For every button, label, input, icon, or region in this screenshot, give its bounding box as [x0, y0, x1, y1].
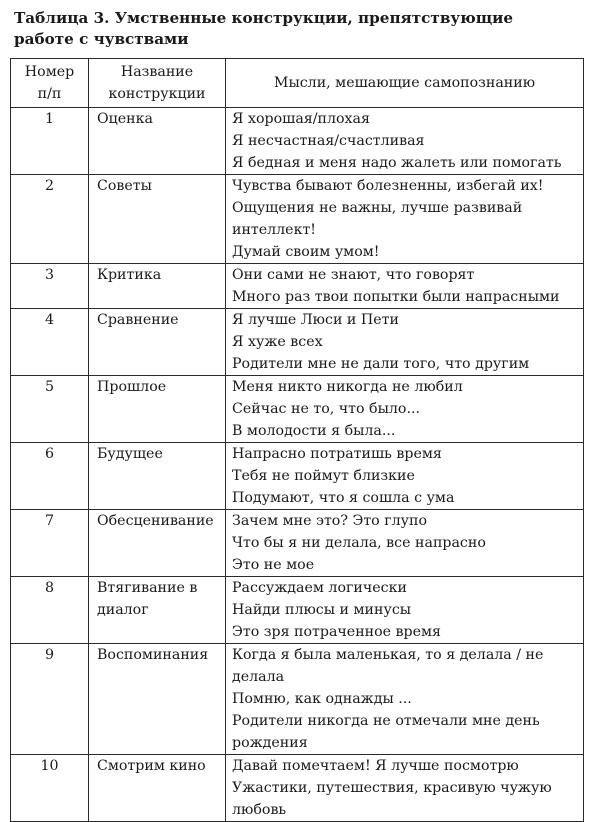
- thought-line: Помню, как однажды ...: [232, 691, 412, 707]
- construct-name: Смотрим кино: [89, 755, 226, 822]
- thought-line: Напрасно потратишь время: [232, 446, 442, 462]
- header-thoughts: Мысли, мешающие самопознанию: [226, 59, 584, 108]
- table-header: [11, 59, 584, 108]
- header-num: Номер п/п: [11, 59, 89, 108]
- thought-line: Я хуже всех: [232, 334, 323, 350]
- thought-line: Найди плюсы и минусы: [232, 602, 412, 618]
- thought-line: Зачем мне это? Это глупо: [232, 513, 428, 529]
- table-row: [11, 644, 584, 755]
- construct-name: Обесценивание: [89, 510, 226, 577]
- construct-name: Критика: [89, 264, 226, 309]
- row-number: 1: [11, 108, 89, 175]
- header-row: [11, 59, 584, 108]
- thought-line: Это не мое: [232, 557, 315, 573]
- thought-line: Я хорошая/плохая: [232, 111, 370, 127]
- row-number: 5: [11, 376, 89, 443]
- thought-line: Ощущения не важны, лучше развивай интеллект!: [232, 200, 523, 238]
- thought-line: Когда я была маленькая, то я делала / не делала: [232, 647, 544, 685]
- construct-thoughts: [226, 443, 584, 510]
- construct-thoughts: [226, 264, 584, 309]
- construct-thoughts: [226, 510, 584, 577]
- construct-name: Сравнение: [89, 309, 226, 376]
- row-number: 9: [11, 644, 89, 755]
- construct-thoughts: [226, 175, 584, 264]
- row-number: 6: [11, 443, 89, 510]
- construct-name: Советы: [89, 175, 226, 264]
- construct-name: Будущее: [89, 443, 226, 510]
- construct-thoughts: [226, 755, 584, 822]
- row-number: 8: [11, 577, 89, 644]
- header-name: Название конструкции: [89, 59, 226, 108]
- thought-line: Давай помечтаем! Я лучше посмотрю: [232, 758, 519, 774]
- construct-thoughts: [226, 577, 584, 644]
- table-caption: Таблица 3. Умственные конструкции, препятствующие работе с чувствами: [14, 9, 514, 48]
- construct-thoughts: [226, 309, 584, 376]
- construct-thoughts: [226, 376, 584, 443]
- row-number: 10: [11, 755, 89, 822]
- table-row: [11, 443, 584, 510]
- thought-line: В молодости я была...: [232, 423, 396, 439]
- thought-line: Думай своим умом!: [232, 244, 380, 260]
- thought-line: Подумают, что я сошла с ума: [232, 490, 455, 506]
- constructs-table: [10, 58, 584, 822]
- thought-line: Я бедная и меня надо жалеть или помогать: [232, 155, 562, 171]
- construct-name: Прошлое: [89, 376, 226, 443]
- thought-line: Рассуждаем логически: [232, 580, 407, 596]
- row-number: 4: [11, 309, 89, 376]
- table-row: [11, 309, 584, 376]
- thought-line: Меня никто никогда не любил: [232, 379, 463, 395]
- row-number: 7: [11, 510, 89, 577]
- construct-name: Оценка: [89, 108, 226, 175]
- row-number: 3: [11, 264, 89, 309]
- construct-name: Втягивание в диалог: [89, 577, 226, 644]
- table-body: [11, 108, 584, 822]
- thought-line: Это зря потраченное время: [232, 624, 442, 640]
- table-row: [11, 175, 584, 264]
- table-row: [11, 755, 584, 822]
- thought-line: Тебя не поймут близкие: [232, 468, 415, 484]
- construct-thoughts: [226, 108, 584, 175]
- table-row: [11, 577, 584, 644]
- table-row: [11, 264, 584, 309]
- table-row: [11, 108, 584, 175]
- thought-line: Они сами не знают, что говорят: [232, 267, 475, 283]
- thought-line: Много раз твои попытки были напрасными: [232, 289, 560, 305]
- thought-line: Родители мне не дали того, что другим: [232, 356, 530, 372]
- thought-line: Чувства бывают болезненны, избегай их!: [232, 178, 544, 194]
- thought-line: Я несчастная/счастливая: [232, 133, 425, 149]
- construct-thoughts: [226, 644, 584, 755]
- table-row: [11, 510, 584, 577]
- thought-line: Ужастики, путешествия, красивую чужую любовь: [232, 780, 552, 818]
- row-number: 2: [11, 175, 89, 264]
- construct-name: Воспоминания: [89, 644, 226, 755]
- thought-line: Родители никогда не отмечали мне день рождения: [232, 713, 540, 751]
- table-row: [11, 376, 584, 443]
- thought-line: Сейчас не то, что было...: [232, 401, 420, 417]
- thought-line: Я лучше Люси и Пети: [232, 312, 399, 328]
- thought-line: Что бы я ни делала, все напрасно: [232, 535, 486, 551]
